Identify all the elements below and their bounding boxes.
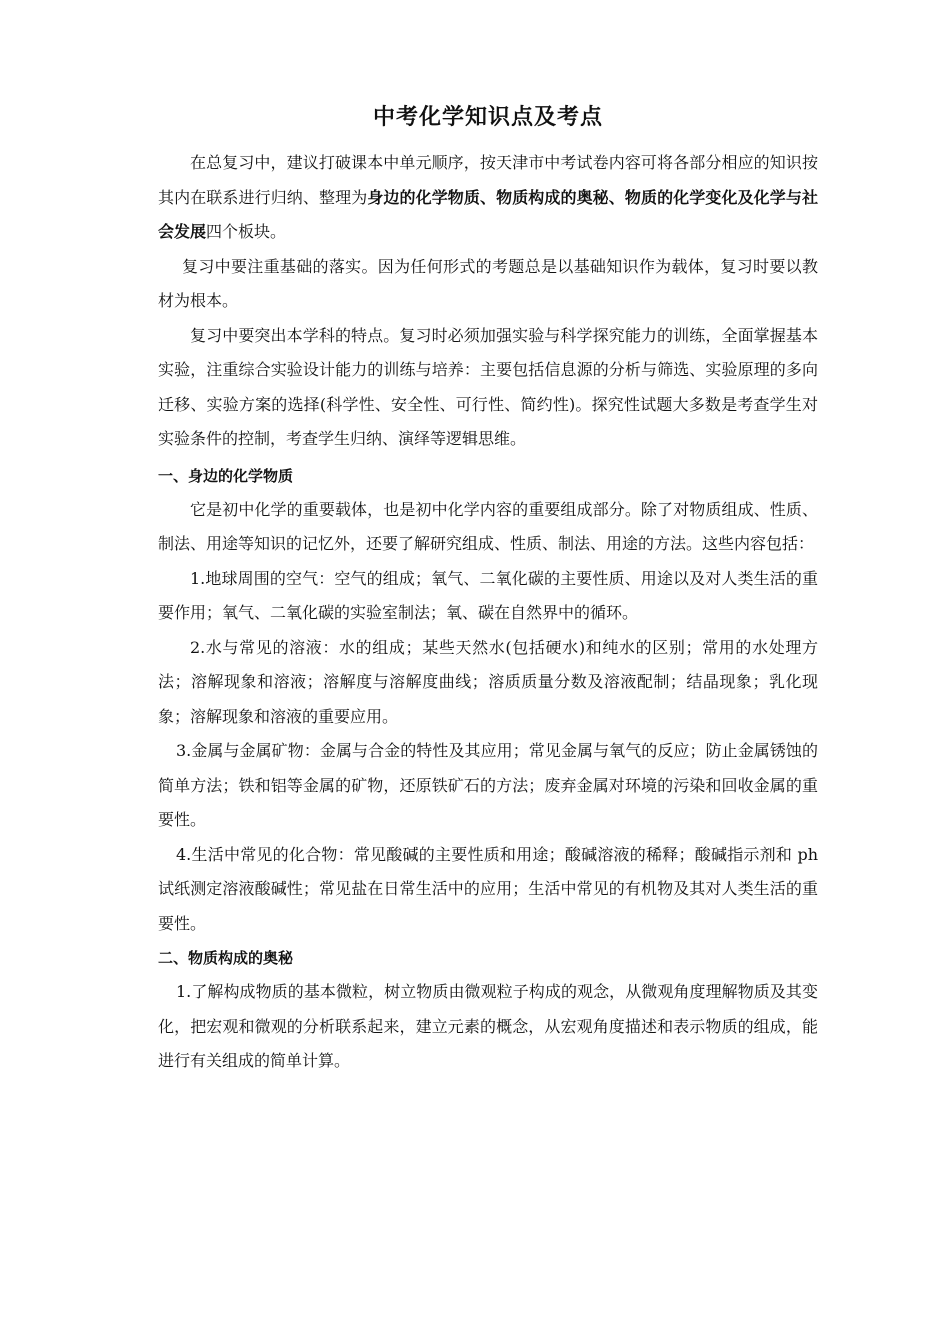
section1-item-3: 3.金属与金属矿物：金属与合金的特性及其应用；常见金属与氧气的反应；防止金属锈蚀的简单方法；铁和铝等金属的矿物，还原铁矿石的方法；废弃金属对环境的污染和回收金属的重要性。 bbox=[158, 741, 818, 829]
section1-item-4: 4.生活中常见的化合物：常见酸碱的主要性质和用途；酸碱溶液的稀释；酸碱指示剂和 ph 试纸测定溶液酸碱性；常见盐在日常生活中的应用；生活中常见的有机物及其对人类生活的重要性。 bbox=[158, 844, 818, 933]
intro-p1-bold-text: 身边的化学物质、物质构成的奥秘、物质的化学变化及化学与社会发展 bbox=[158, 187, 818, 241]
section2-item-1: 1.了解构成物质的基本微粒，树立物质由微观粒子构成的观念，从微观角度理解物质及其变化，把宏观和微观的分析联系起来，建立元素的概念，从宏观角度描述和表示物质的组成，能进行有关组成的简单计算。 bbox=[158, 982, 818, 1070]
document-page bbox=[158, 100, 818, 1079]
intro-p1-tail: 四个板块。 bbox=[206, 222, 287, 241]
intro-paragraph-1 bbox=[158, 146, 818, 250]
section-heading-1: 一、身边的化学物质 bbox=[158, 466, 294, 485]
document-title: 中考化学知识点及考点 bbox=[372, 105, 603, 130]
section1-intro: 它是初中化学的重要载体，也是初中化学内容的重要组成部分。除了对物质组成、性质、制法、用途等知识的记忆外，还要了解研究组成、性质、制法、用途的方法。这些内容包括： bbox=[158, 499, 818, 553]
section-heading-2: 二、物质构成的奥秘 bbox=[158, 949, 294, 967]
section1-item-2: 2.水与常见的溶液：水的组成；某些天然水(包括硬水)和纯水的区别；常用的水处理方法；溶解现象和溶液；溶解度与溶解度曲线；溶质质量分数及溶液配制；结晶现象；乳化现象；溶解现象和溶液的重要应用。 bbox=[158, 637, 818, 726]
intro-p1-text: 在总复习中，建议打破课本中单元顺序，按天津市中考试卷内容可将各部分相应的知识按其内在联系进行归纳、整理为 bbox=[158, 153, 818, 207]
intro-paragraph-3: 复习中要突出本学科的特点。复习时必须加强实验与科学探究能力的训练，全面掌握基本实验，注重综合实验设计能力的训练与培养：主要包括信息源的分析与筛选、实验原理的多向迁移、实验方案的选择(科学性、安全性、可行性、简约性)。探究性试题大多数是考查学生对实验条件的控制，考查学生归纳、演绎等逻辑思维。 bbox=[158, 325, 818, 448]
section1-item-1: 1.地球周围的空气：空气的组成；氧气、二氧化碳的主要性质、用途以及对人类生活的重要作用；氧气、二氧化碳的实验室制法；氧、碳在自然界中的循环。 bbox=[158, 568, 818, 622]
intro-paragraph-2: 复习中要注重基础的落实。因为任何形式的考题总是以基础知识作为载体，复习时要以教材为根本。 bbox=[158, 256, 818, 310]
